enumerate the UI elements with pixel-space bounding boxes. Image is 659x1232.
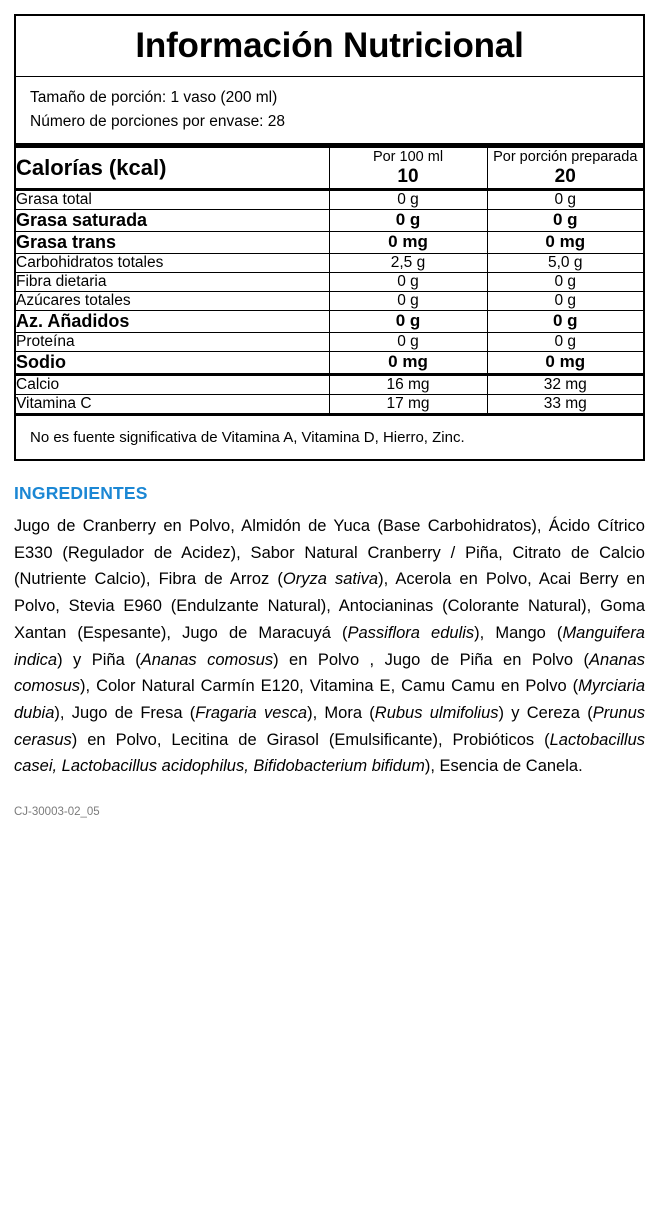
row-value-portion: 33 mg [487, 394, 643, 413]
row-label: Grasa trans [16, 231, 329, 253]
row-value-100ml: 0 g [329, 291, 487, 310]
table-row [16, 253, 643, 272]
row-value-portion: 5,0 g [487, 253, 643, 272]
row-value-portion: 0 g [487, 310, 643, 332]
row-label: Grasa total [16, 189, 329, 209]
row-value-portion: 0 g [487, 332, 643, 351]
column-header-per-100ml: Por 100 ml [329, 148, 487, 166]
table-header-row [16, 148, 643, 166]
table-row [16, 209, 643, 231]
row-label: Proteína [16, 332, 329, 351]
row-value-portion: 32 mg [487, 374, 643, 394]
row-label: Carbohidratos totales [16, 253, 329, 272]
nutrition-table [16, 148, 643, 413]
row-label: Calcio [16, 374, 329, 394]
row-value-100ml: 0 g [329, 310, 487, 332]
table-row [16, 272, 643, 291]
panel-title: Información Nutricional [135, 26, 524, 65]
row-value-100ml: 0 g [329, 272, 487, 291]
column-header-per-portion: Por porción preparada [487, 148, 643, 166]
row-value-portion: 0 g [487, 272, 643, 291]
table-row [16, 291, 643, 310]
ingredients-section [14, 483, 645, 780]
calories-label: Calorías (kcal) [16, 154, 167, 180]
ingredients-title: INGREDIENTES [14, 482, 148, 503]
row-label: Fibra dietaria [16, 272, 329, 291]
row-value-portion: 0 g [487, 189, 643, 209]
document-code: CJ-30003-02_05 [14, 806, 100, 819]
row-value-100ml: 17 mg [329, 394, 487, 413]
row-value-100ml: 0 g [329, 189, 487, 209]
row-value-100ml: 0 mg [329, 231, 487, 253]
row-label: Sodio [16, 351, 329, 374]
row-value-100ml: 0 g [329, 209, 487, 231]
row-label: Vitamina C [16, 394, 329, 413]
table-row [16, 310, 643, 332]
table-row [16, 332, 643, 351]
calories-per-100ml: 10 [329, 166, 487, 190]
panel-footnote: No es fuente significativa de Vitamina A, Vitamina D, Hierro, Zinc. [30, 428, 465, 446]
row-value-portion: 0 g [487, 209, 643, 231]
row-label: Az. Añadidos [16, 310, 329, 332]
row-value-100ml: 0 mg [329, 351, 487, 374]
row-value-100ml: 0 g [329, 332, 487, 351]
table-row [16, 374, 643, 394]
row-value-portion: 0 g [487, 291, 643, 310]
row-value-100ml: 2,5 g [329, 253, 487, 272]
row-value-portion: 0 mg [487, 231, 643, 253]
table-row [16, 189, 643, 209]
table-row [16, 351, 643, 374]
row-label: Azúcares totales [16, 291, 329, 310]
row-value-portion: 0 mg [487, 351, 643, 374]
serving-size: Tamaño de porción: 1 vaso (200 ml) [30, 88, 278, 106]
table-row [16, 394, 643, 413]
calories-per-portion: 20 [487, 166, 643, 190]
nutrition-facts-panel [14, 14, 645, 461]
ingredients-text: Jugo de Cranberry en Polvo, Almidón de Yuca (Base Carbohidratos), Ácido Cítrico E330 (Regulador de Acidez), Sabor Natural Cranberry / Piña, Citrato de Calcio (Nutriente Calcio), Fibra de Arroz (Oryza sativa), Acerola en Polvo, Acai Berry en Polvo, Stevia E960 (Endulzante Natural), Antocianinas (Colorante Natural), Goma Xantan (Espesante), Jugo de Maracuyá (Passiflora edulis), Mango (Manguifera indica) y Piña (Ananas comosus) en Polvo , Jugo de Piña en Polvo (Ananas comosus), Color Natural Carmín E120, Vitamina E, Camu Camu en Polvo (Myrciaria dubia), Jugo de Fresa (Fragaria vesca), Mora (Rubus ulmifolius) y Cereza (Prunus cerasus) en Polvo, Lecitina de Girasol (Emulsificante), Probióticos (Lactobacillus casei, Lactobacillus acidophilus, Bifidobacterium bifidum), Esencia de Canela. [14, 516, 645, 776]
serving-info [16, 77, 643, 143]
servings-per-container: Número de porciones por envase: 28 [30, 112, 286, 130]
row-value-100ml: 16 mg [329, 374, 487, 394]
table-row [16, 231, 643, 253]
row-label: Grasa saturada [16, 209, 329, 231]
